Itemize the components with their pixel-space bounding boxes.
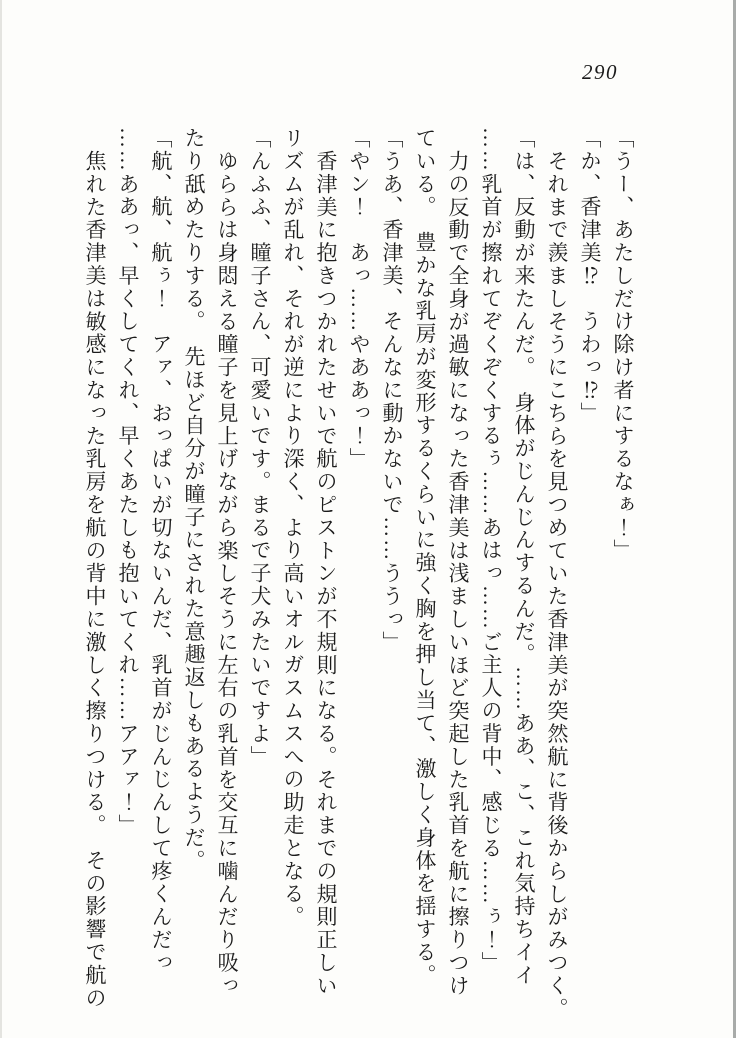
- text-column: 「航、航、航ぅ！ アァ、おっぱいが切ないんだ、乳首がじんじんして疼くんだっ: [149, 127, 173, 975]
- text-column: ……ああっ、早くしてくれ、早くあたしも抱いてくれ……アアァ！」: [116, 127, 140, 837]
- text-column: ……乳首が擦れてぞくぞくするぅ……あはっ……ご主人の背中、感じる……ぅ！」: [479, 127, 503, 975]
- text-column: たり舐めたりする。 先ほど自分が瞳子にされた意趣返しもあるようだ。: [182, 127, 206, 873]
- text-column: 「うー、あたしだけ除け者にするなぁ！」: [611, 127, 635, 563]
- text-column: 「やン！ あっ……やああっ！」: [347, 127, 371, 471]
- text-column: それまで羨ましそうにこちらを見つめていた香津美が突然航に背後からしがみつく。: [545, 150, 569, 1021]
- text-column: 焦れた香津美は敏感になった乳房を航の背中に激しく擦りつける。 その影響で航の: [83, 150, 107, 1010]
- text-column: 「うあ、香津美、そんなに動かないで……ううっ」: [380, 127, 404, 654]
- text-column: ている。 豊かな乳房が変形するくらいに強く胸を押し当て、激しく身体を揺する。: [413, 127, 437, 987]
- page-number: 290: [582, 60, 618, 84]
- text-column: 香津美に抱きつかれたせいで航のピストンが不規則になる。それまでの規則正しい: [314, 150, 338, 998]
- text-column: 「か、香津美⁉ うわっ⁉」: [578, 127, 602, 425]
- text-columns: [78, 127, 639, 1027]
- text-column: 「は、反動が来たんだ。 身体がじんじんするんだ。……ああ、こ、これ気持ちイイ: [512, 127, 536, 987]
- text-column: 力の反動で全身が過敏になった香津美は浅ましいほど突起した乳首を航に擦りつけ: [446, 150, 470, 998]
- text-column: ゆららは身悶える瞳子を見上げながら楽しそうに左右の乳首を交互に噛んだり吸っ: [215, 150, 239, 998]
- text-column: リズムが乱れ、それが逆により深く、より高いオルガスムスへの助走となる。: [281, 127, 305, 929]
- text-column: 「んふふ、瞳子さん、可愛いです。まるで子犬みたいですよ」: [248, 127, 272, 769]
